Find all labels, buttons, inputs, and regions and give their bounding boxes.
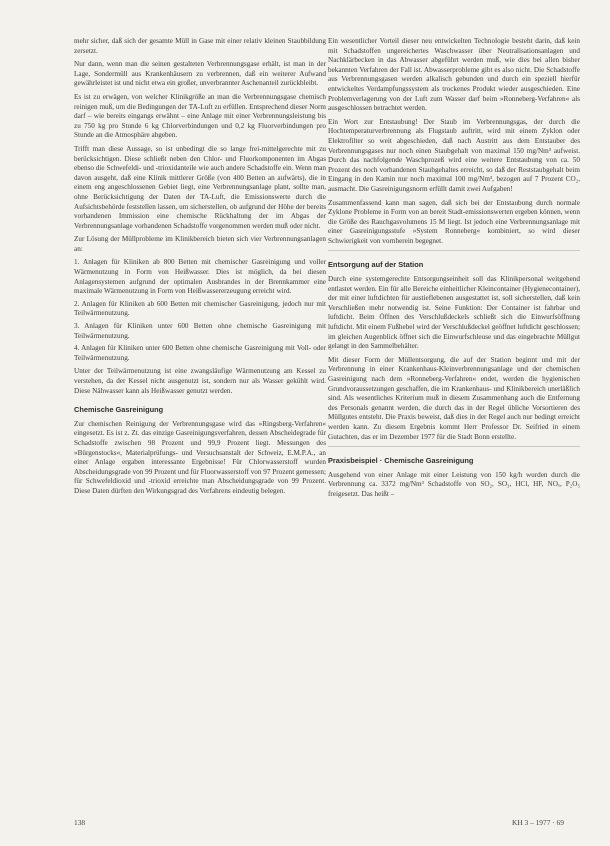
list-item: 1. Anlagen für Kliniken ab 800 Betten mit chemischer Gasreinigung und voller Wärmenutzung in Form von Heißwasser. Dies ist möglich, da bei diesen Anlagensystemen aufgrund der optimalen Ausbrandes in der Brennkammer eine maximale Wärmenutzung in Form von Heißwassererzeugung erreicht wird.: [74, 258, 326, 296]
section-heading-chemical-cleaning: Chemische Gasreinigung: [74, 405, 164, 415]
section-heading-station-disposal: Entsorgung auf der Station: [328, 260, 424, 270]
paragraph: Ein wesentlicher Vorteil dieser neu entwickelten Technologie besteht darin, daß kein mit Schadstoffen ungereichertes Waschwasser über Neutralisationsanlagen und Nachklärbecken in das Abwasser abgeführt werden muß, wie dies bei allen bisher bekannten Verfahren der Fall ist. Abwasserprobleme gibt es also nicht. Die Schadstoffe aus Verbrennungsgasen werden alkalisch gebunden und durch ein speziell hierfür entwickeltes Verdampfungssystem als trockenes Produkt wieder ausgeschieden. Eine Problemverlagerung von der Luft zum Wasser darf beim »Ronneberg-Verfahren« als ausgeschlossen betrachtet werden.: [328, 37, 580, 113]
list-item: 2. Anlagen für Kliniken ab 600 Betten mit chemischer Gasreinigung, jedoch nur mit Teilwärmenutzung.: [74, 299, 326, 318]
paragraph: Zusammenfassend kann man sagen, daß sich bei der Entstaubung durch normale Zyklone Probleme in Form von an bereit Stadt-emissionswerten ergeben können, wenn die Größe des Rauchgasvolumens 15 M liegt. Ist jedoch eine Verbrennungsanlage mit einer Gasreinigungsstufe »System Ronneberg« kombiniert, so wird dieser Schwierigkeit von vornherein begegnet.: [328, 198, 580, 245]
paragraph: Zur chemischen Reinigung der Verbrennungsgase wird das »Ringsberg-Verfahren« eingesetzt. Es ist z. Zt. das einzige Gasreinigungsverfahren, dessen Abscheidegrade für Schadstoffe zwischen 98 Prozent und 99,9 Prozent liegt. Messungen des »Bürgenstocks«, Materialprüfungs- und Versuchsanstalt der Schweiz, E.M.P.A., an einer Anlage ergaben interessante Ergebnisse! Für Chlorwasserstoff wurden Abscheidungsgrade von 99 Prozent und für Fluorwasserstoff von 97 Prozent gemessen; für Schwefeldioxid und -trioxid erreichte man Abscheidungsgrade von 99 Prozent. Diese Daten dürften den Wirkungsgrad des Verfahrens eindeutig belegen.: [74, 419, 326, 495]
divider: [328, 446, 580, 447]
paragraph: Durch eine systemgerechte Entsorgungseinheit soll das Klinikpersonal weitgehend entlastet werden. Ein für alle Bereiche einheitlicher Kleincontainer (Hygienecontainer), der mit einer luftdichten für austieflebenen ausgestattet ist, soll sicherstellen, daß kein Verschließen mehr notwendig ist. Seine Funktion: Der Container ist fahrbar und luftdicht. Beim Öffnen des Verschlußdeckels schließt sich die Einwurfsöffnung luftdicht. Mit einem Fußhebel wird der Verschlußdeckel geöffnet luftdicht geschlossen; im gleichen Augenblick öffnet sich die Einwurfschleuse und das eingebrachte Müllgut gelangt in den Sammelbehälter.: [328, 275, 580, 351]
divider: [328, 250, 580, 251]
paragraph: Mit dieser Form der Müllentsorgung, die auf der Station beginnt und mit der Verbrennung in einer Krankenhaus-Kleinverbrennungsanlage und der chemischen Gasreinigung nach dem »Ronneberg-Verfahren« endet, werden die hygienischen Grundvoraussetzungen geschaffen, die im Krankenhaus- und Klinikbereich unerläßlich sind. Als wesentliches Kriterium muß in diesem Zusammenhang auch die Entfernung des Personals genannt werden, die durch das in der Regel übliche Vorsortieren des Müllgutes entsteht. Die Praxis beweist, daß dies in der Regel auch nur bedingt erreicht werden kann. Zu diesem Ergebnis kommt Herr Professor Dr. Seifried in einem Gutachten, das er im Dezember 1977 für die Stadt Bonn erstellte.: [328, 355, 580, 441]
paragraph: Nur dann, wenn man die seinen gestalteten Verbrennungsgase erhält, ist man in der Lage, Sondermüll aus Krankenhäusern zu verbrennen, daß ein weiterer Aufwand gewährleistet ist und nicht etwa ein großer, unverbrannter Aschenanteil zurückbleibt.: [74, 60, 326, 88]
issue-label: KH 3 – 1977 · 69: [512, 818, 564, 827]
list-item: 4. Anlagen für Kliniken unter 600 Betten ohne chemische Gasreinigung mit Voll- oder Teilwärmenutzung.: [74, 344, 326, 362]
paragraph: Trifft man diese Aussage, so ist unbedingt die so lange frei-mittelgerechte mit zu berücksichtigen. Diese schließt neben den Chlor- und Fluorkomponenten im Abgas ebenso die Schwefeldi- und -trioxidanteile wie auch andere Schadstoffe ein. Wenn man davon ausgeht, daß eine Klinik mittlerer Größe (von 400 Betten an aufwärts), die in einem eng angeschlossenen Gebiet liegt, eine Verbrennungsanlage plant, sollte man, ohne Berücksichtigung der Daten der TA-Luft, die Emissionswerte durch die Aufsichtsbehörde feststellen lassen, um sicherstellen, ob aufgrund der Höhe der bereits vorhandenen Immission eine chemische Rückhaltung der im Abgas der Verbrennungsanlage vorhandenen Schadstoffe vorgenommen werden muß oder nicht.: [74, 144, 326, 230]
page-number: 138: [74, 818, 86, 827]
paragraph: Unter der Teilwärmenutzung ist eine zwangsläufige Wärmenutzung am Kessel zu verstehen, da der Kessel nicht ausgenutzt ist, sondern nur als Wasser gekühlt wird. Diese Nähwasser kann als Heißwasser genutzt werden.: [74, 367, 326, 395]
paragraph: Es ist zu erwägen, von welcher Klinikgröße an man die Verbrennungsgase chemisch reinigen muß, um die Bedingungen der TA-Luft zu erfüllen. Entsprechend dieser Norm darf – wie bereits eingangs erwähnt – eine Anlage mit einer Verbrennungsleistung bis zu 750 kg pro Stunde 6 kg Chlorverbindungen und 0,2 kg Fluorverbindungen pro Stunde an die Atmosphäre abgeben.: [74, 92, 326, 140]
paragraph: Zur Lösung der Müllprobleme im Klinikbereich bieten sich vier Verbrennungsanlagen an:: [74, 235, 326, 253]
right-column: [328, 37, 580, 504]
paragraph: mehr sicher, daß sich der gesamte Müll in Gase mit einer relativ kleinen Staubbildung zersetzt.: [74, 37, 326, 55]
left-column: [74, 37, 326, 501]
paragraph: Ein Wort zur Entstaubung! Der Staub im Verbrennungsgas, der durch die Hochtemperaturverbrennung als Flugstaub auftritt, wird mit einem Zyklon oder Elektrofilter so weit abgeschieden, daß nach Austritt aus dem Entstauber des Verbrennungsgases nur noch einen Staubgehalt von maximal 150 mg/Nm³ aufweist. Durch das nachfolgende Waschprozeß wird eine weitere Entstaubung von ca. 50 Prozent des noch vorhandenen Staubgehaltes erreicht, so daß der Reststaubgehalt beim Eingang in den Kamin nur noch maximal 100 mg/Nm³, bezogen auf 7 Prozent CO₂, ausmacht. Die Gasreinigungsnorm erfüllt damit zwei Aufgaben!: [328, 117, 580, 193]
plant-options-list: [74, 258, 326, 363]
list-item: 3. Anlagen für Kliniken unter 600 Betten ohne chemische Gasreinigung mit Teilwärmenutzung.: [74, 322, 326, 340]
paragraph: Ausgehend von einer Anlage mit einer Leistung von 150 kg/h wurden durch die Verbrennung ca. 3372 mg/Nm³ Schadstoffe von SO₂, SO₃, HCl, HF, NOₓ, P₂O₅ freigesetzt. Das heißt –: [328, 470, 580, 498]
section-heading-practice-example: Praxisbeispiel · Chemische Gasreinigung: [328, 456, 474, 466]
